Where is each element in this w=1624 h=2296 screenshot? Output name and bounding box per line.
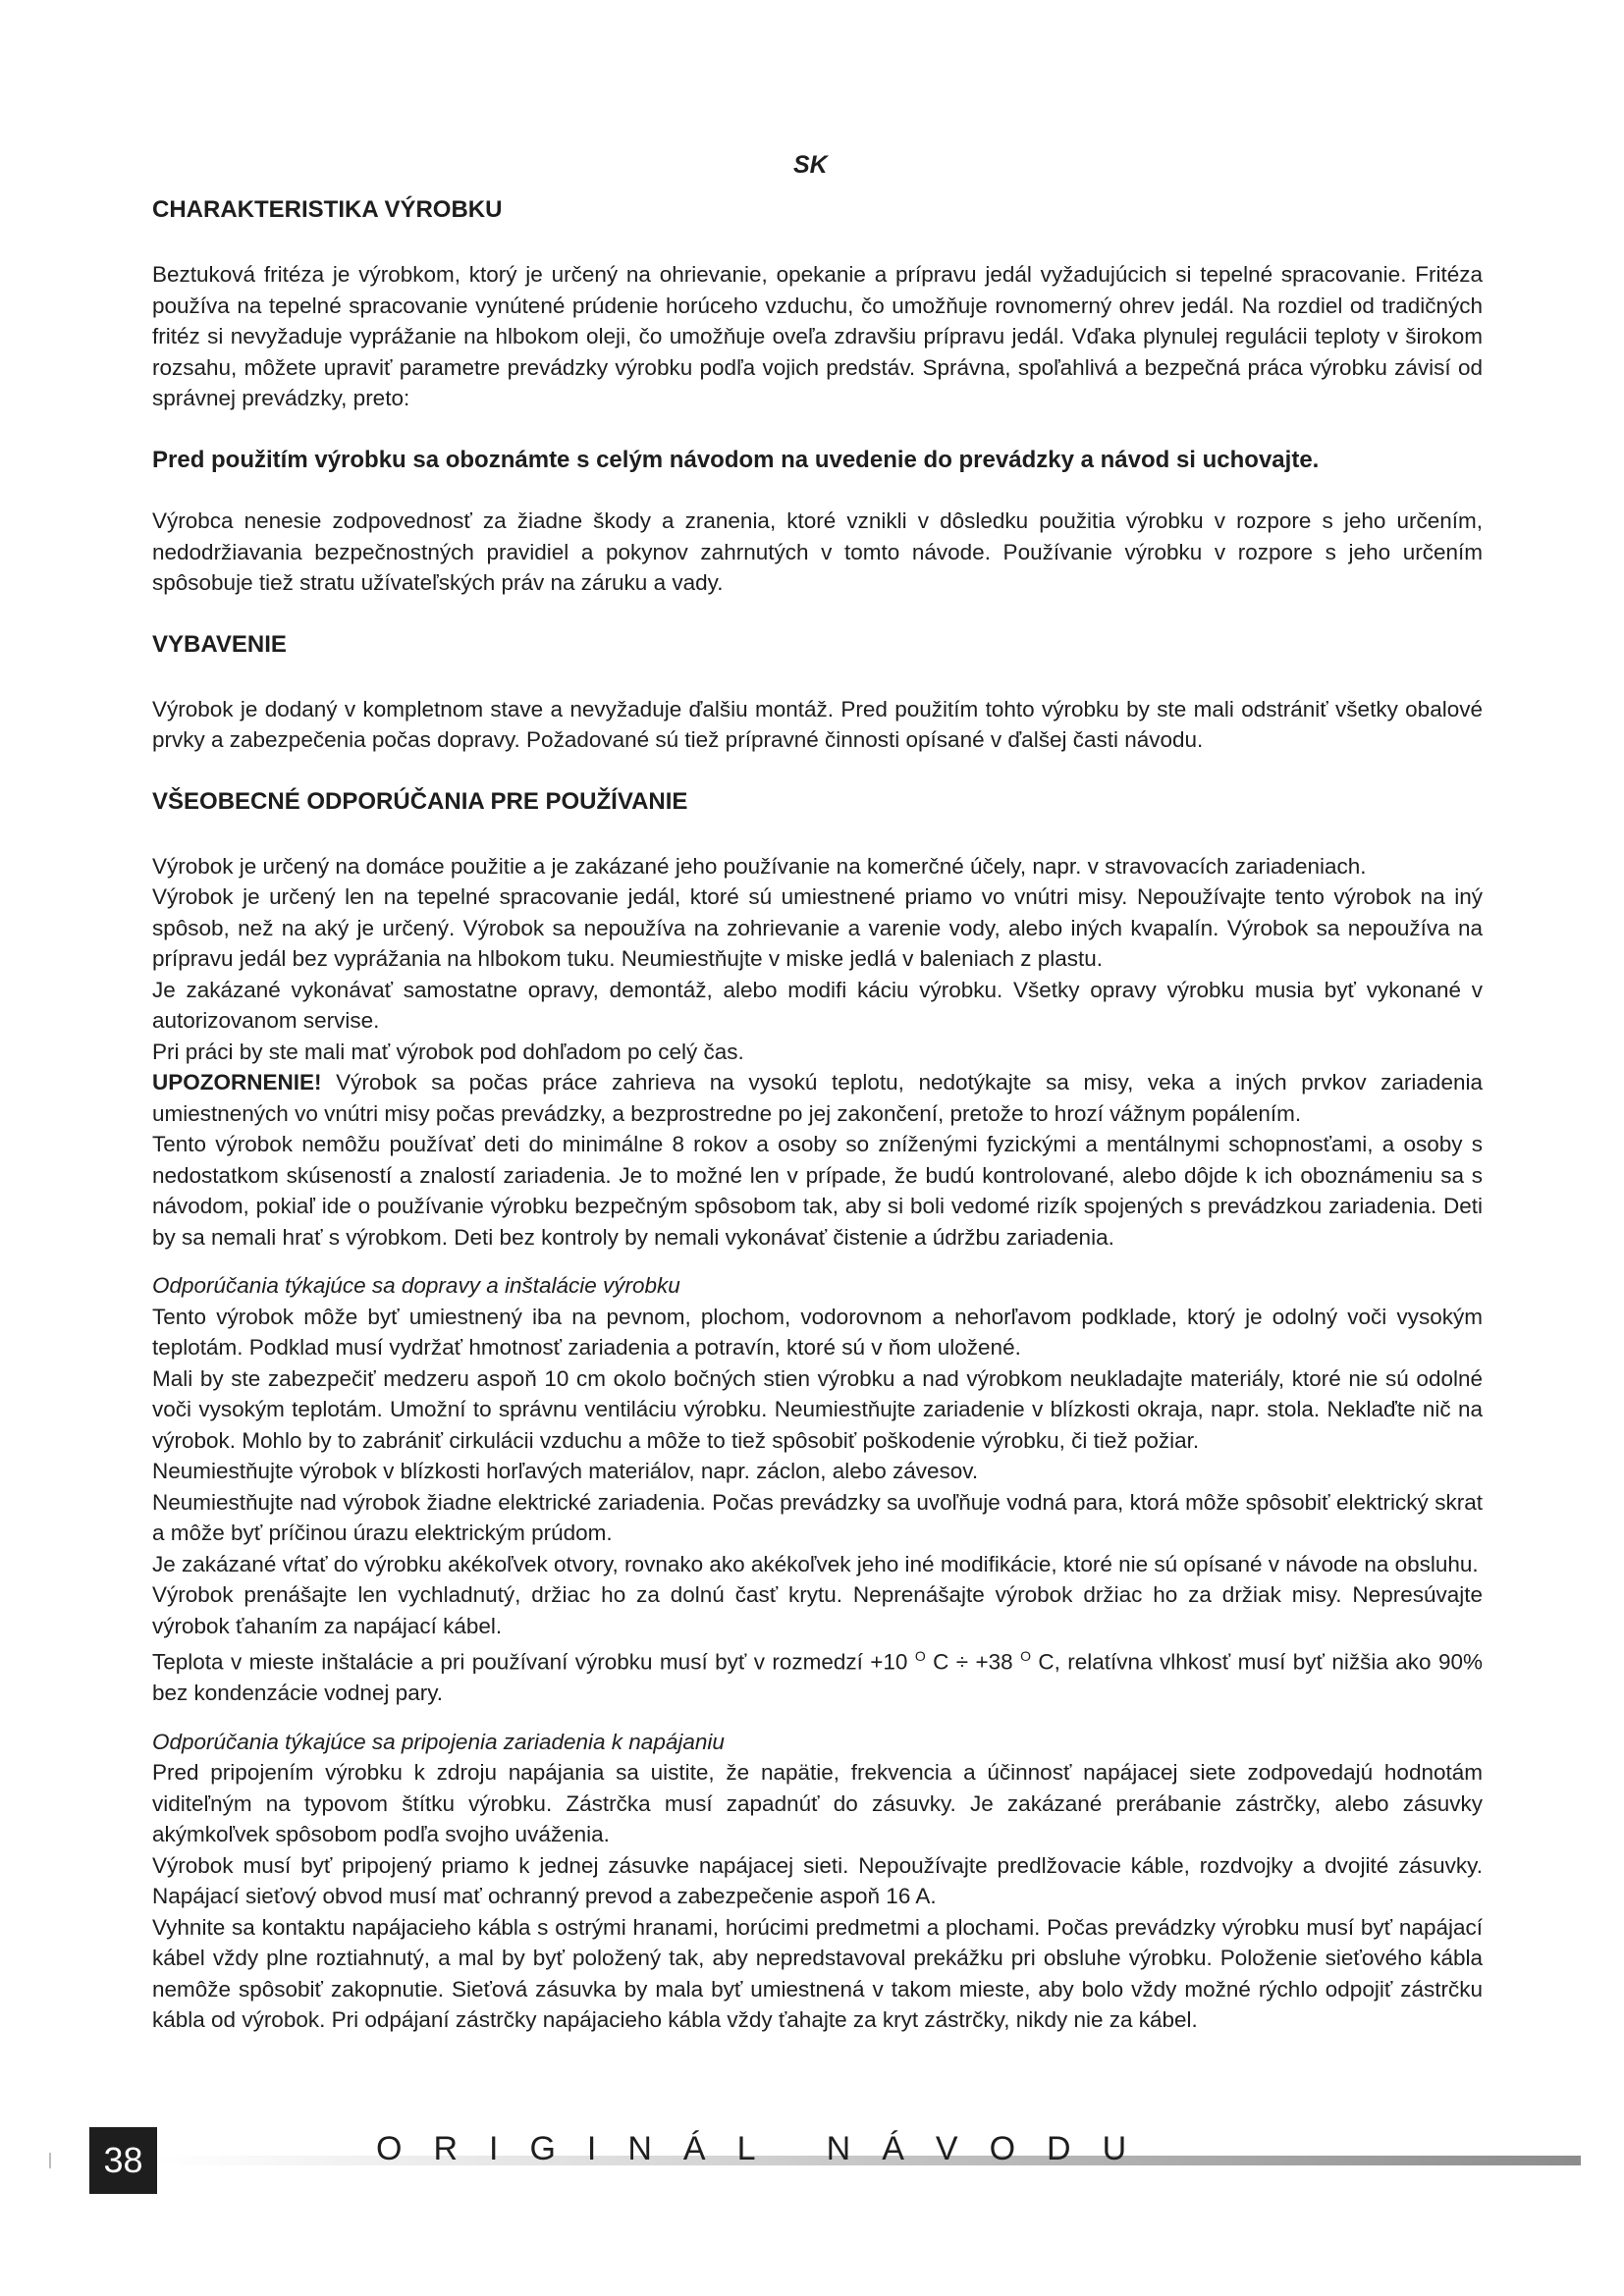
degree-sign: O [1020, 1648, 1031, 1664]
paragraph-general-4: Pri práci by ste mali mať výrobok pod dohľadom po celý čas. [152, 1039, 744, 1064]
paragraph-equipment: Výrobok je dodaný v kompletnom stave a nevyžaduje ďalšiu montáž. Pred použitím tohto výrobku by ste mali odstrániť všetky obalové prvky a zabezpečenia počas dopravy. Požadované sú tiež prípravné činnosti opísané v ďalšej časti návodu. [152, 696, 1483, 752]
footer-title: ORIGINÁL NÁVODU [376, 2130, 1159, 2167]
subheading-transport: Odporúčania týkajúce sa dopravy a inštalácie výrobku [152, 1273, 680, 1298]
temperature-text-c: C, relatívna vlhkosť musí byť nižšia ako 90% bez kondenzácie vodnej pary. [152, 1649, 1483, 1705]
bold-notice: Pred použitím výrobku sa oboznámte s celým návodom na uvedenie do prevádzky a návod si uchovajte. [152, 446, 1320, 473]
paragraph-transport-1: Tento výrobok môže byť umiestnený iba na pevnom, plochom, vodorovnom a nehorľavom podklade, ktorý je odolný voči vysokým teplotám. Podklad musí vydržať hmotnosť zariadenia a potravín, ktoré sú v ňom uložené. [152, 1304, 1483, 1360]
paragraph-warning [152, 1067, 1483, 1129]
paragraph-general-1: Výrobok je určený na domáce použitie a je zakázané jeho používanie na komerčné účely, napr. v stravovacích zariadeniach. [152, 853, 1367, 879]
heading-product-characteristics: CHARAKTERISTIKA VÝROBKU [152, 196, 503, 223]
degree-sign: O [914, 1648, 926, 1664]
paragraph-children: Tento výrobok nemôžu používať deti do minimálne 8 rokov a osoby so zníženými fyzickými a mentálnymi schopnosťami, a osoby s nedostatkom skúseností a znalostí zariadenia. Je to možné len v prípade, že budú kontrolované, alebo dôjde k ich oboznámeniu sa s návodom, pokiaľ ide o používanie výrobku bezpečným spôsobom tak, aby si boli vedomé rizík spojených s prevádzkou zariadenia. Deti by sa nemali hrať s výrobkom. Deti bez kontroly by nemali vykonávať čistenie a údržbu zariadenia. [152, 1132, 1483, 1250]
paragraph-general-2: Výrobok je určený len na tepelné spracovanie jedál, ktoré sú umiestnené priamo vo vnútri misy. Nepoužívajte tento výrobok na iný spôsob, než na aký je určený. Výrobok sa nepoužíva na zohrievanie a varenie vody, alebo iných kvapalín. Výrobok sa nepoužíva na prípravu jedál bez vyprážania na hlbokom tuku. Neumiestňujte v miske jedlá v baleniach z plastu. [152, 884, 1483, 971]
paragraph-intro: Beztuková fritéza je výrobkom, ktorý je určený na ohrievanie, opekanie a prípravu jedál vyžadujúcich si tepelné spracovanie. Fritéza používa na tepelné spracovanie vynútené prúdenie horúceho vzduchu, čo umožňuje rovnomerný ohrev jedál. Na rozdiel od tradičných fritéz si nevyžaduje vyprážanie na hlbokom oleji, čo umožňuje oveľa zdravšiu prípravu jedál. Vďaka plynulej regulácii teploty v širokom rozsahu, môžete upraviť parametre prevádzky výrobku podľa vojich predstáv. Správna, spoľahlivá a bezpečná práca výrobku závisí od správnej prevádzky, preto: [152, 262, 1483, 410]
temperature-text-a: Teplota v mieste inštalácie a pri používaní výrobku musí byť v rozmedzí +10 [152, 1649, 915, 1675]
paragraph-transport-3: Neumiestňujte výrobok v blízkosti horľavých materiálov, napr. záclon, alebo závesov. [152, 1459, 979, 1483]
paragraph-temperature [152, 1641, 1483, 1709]
paragraph-transport-2: Mali by ste zabezpečiť medzeru aspoň 10 cm okolo bočných stien výrobku a nad výrobkom neukladajte materiály, ktoré nie sú odolné voči vysokým teplotám. Umožní to správnu ventiláciu výrobku. Neumiestňujte zariadenie v blízkosti okraja, napr. stola. Neklaďte nič na výrobok. Mohlo by to zabrániť cirkulácii vzduchu a môže to tiež spôsobiť poškodenie výrobku, či tiež požiar. [152, 1365, 1483, 1453]
paragraph-transport-5: Je zakázané vŕtať do výrobku akékoľvek otvory, rovnako ako akékoľvek jeho iné modifikácie, ktoré nie sú opísané v návode na obsluhu. [152, 1551, 1479, 1576]
paragraph-general-3: Je zakázané vykonávať samostatne opravy, demontáž, alebo modifi káciu výrobku. Všetky opravy výrobku musia byť vykonané v autorizovanom servise. [152, 977, 1483, 1033]
heading-equipment: VYBAVENIE [152, 630, 287, 658]
paragraph-power-2: Výrobok musí byť pripojený priamo k jednej zásuvke napájacej sieti. Nepoužívajte predlžovacie káble, rozdvojky a dvojité zásuvky. Napájací sieťový obvod musí mať ochranný prevod a zabezpečenie aspoň 16 A. [152, 1852, 1483, 1908]
page-number: 38 [89, 2127, 157, 2194]
warning-text: Výrobok sa počas práce zahrieva na vysokú teplotu, nedotýkajte sa misy, veka a iných prvkov zariadenia umiestnených vo vnútri misy počas prevádzky, a bezprostredne po jej zakončení, pretože to hrozí vážnym popálením. [152, 1070, 1483, 1126]
language-code: SK [793, 151, 828, 179]
heading-general-recommendations: VŠEOBECNÉ ODPORÚČANIA PRE POUŽÍVANIE [152, 787, 688, 815]
manual-content [152, 194, 1483, 2036]
temperature-text-b: C ÷ +38 [925, 1649, 1021, 1675]
footer-tick [49, 2153, 51, 2168]
warning-label: UPOZORNENIE! [152, 1070, 322, 1095]
subheading-power: Odporúčania týkajúce sa pripojenia zariadenia k napájaniu [152, 1729, 725, 1754]
paragraph-transport-6: Výrobok prenášajte len vychladnutý, držiac ho za dolnú časť krytu. Neprenášajte výrobok držiac ho za držiak misy. Nepresúvajte výrobok ťahaním za napájací kábel. [152, 1582, 1483, 1638]
paragraph-liability: Výrobca nenesie zodpovednosť za žiadne škody a zranenia, ktoré vznikli v dôsledku použitia výrobku v rozpore s jeho určením, nedodržiavania bezpečnostných pravidiel a pokynov zahrnutých v tomto návode. Používanie výrobku v rozpore s jeho určením spôsobuje tiež stratu užívateľských práv na záruku a vady. [152, 508, 1483, 595]
paragraph-power-3: Vyhnite sa kontaktu napájacieho kábla s ostrými hranami, horúcimi predmetmi a plochami. Počas prevádzky výrobku musí byť napájací kábel vždy plne roztiahnutý, a mal by byť položený tak, aby nepredstavoval prekážku pri obsluhe výrobku. Položenie sieťového kábla nemôže spôsobiť zakopnutie. Sieťová zásuvka by mala byť umiestnená v takom mieste, aby bolo vždy možné rýchlo odpojiť zástrčku kábla od výrobok. Pri odpájaní zástrčky napájacieho kábla vždy ťahajte za kryt zástrčky, nikdy nie za kábel. [152, 1914, 1483, 2032]
paragraph-transport-4: Neumiestňujte nad výrobok žiadne elektrické zariadenia. Počas prevádzky sa uvoľňuje vodná para, ktorá môže spôsobiť elektrický skrat a môže byť príčinou úrazu elektrickým prúdom. [152, 1489, 1483, 1545]
paragraph-power-1: Pred pripojením výrobku k zdroju napájania sa uistite, že napätie, frekvencia a účinnosť napájacej siete zodpovedajú hodnotám viditeľným na typovom štítku výrobku. Zástrčka musí zapadnúť do zásuvky. Je zakázané prerábanie zástrčky, alebo zásuvky akýmkoľvek spôsobom podľa svojho uváženia. [152, 1760, 1483, 1846]
